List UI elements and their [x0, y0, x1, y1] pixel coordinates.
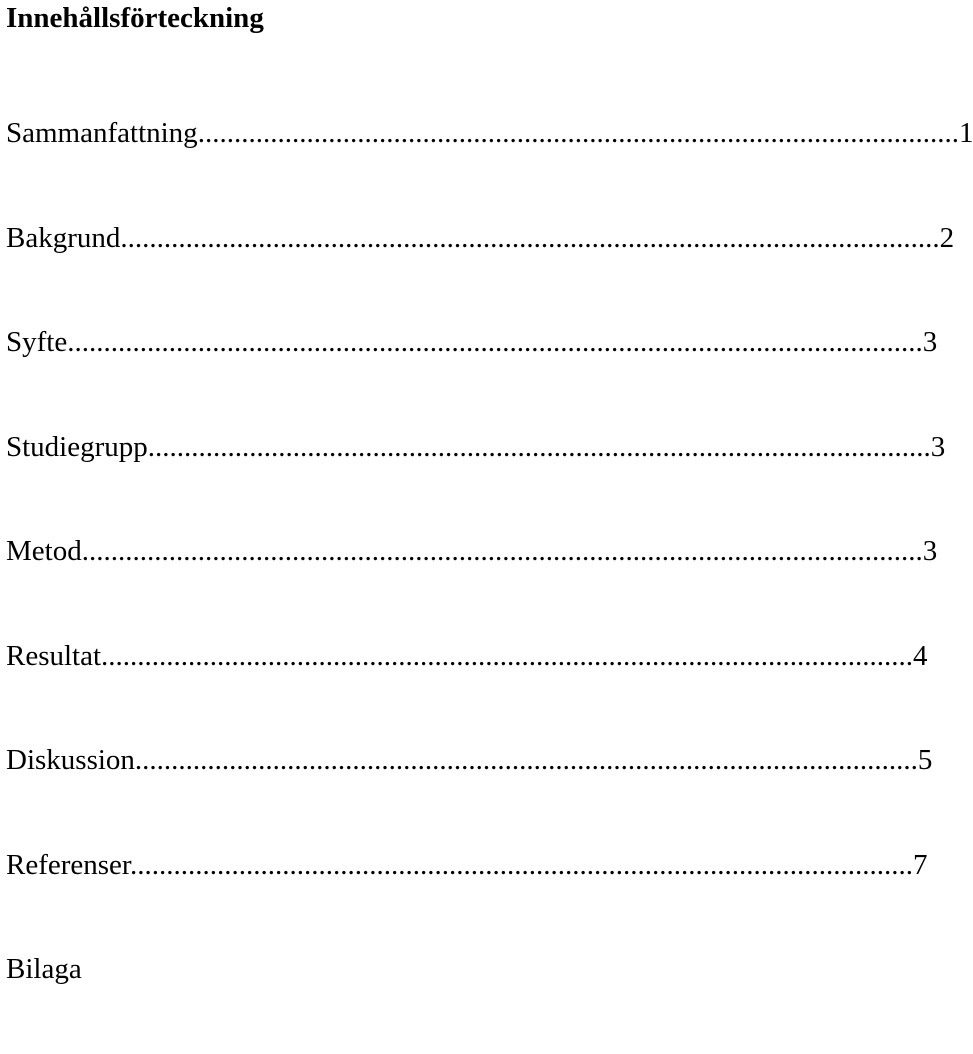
toc-leader-dots: .........................................................................................................: [197, 117, 959, 149]
toc-entry-bilaga[interactable]: [6, 949, 956, 1054]
toc-entry-bakgrund[interactable]: [6, 218, 956, 323]
toc-entry-diskussion[interactable]: [6, 740, 956, 845]
toc-entry-resultat[interactable]: [6, 636, 956, 741]
toc-leader-dots: ................................................................................................................: [101, 639, 914, 672]
toc-entry-sammanfattning[interactable]: [6, 113, 973, 218]
toc-entry-studiegrupp[interactable]: [6, 427, 956, 532]
toc-leader-dots: ......................................................................................................................: [67, 326, 923, 358]
toc-page-number: 3: [922, 326, 938, 358]
toc-entry-label: Diskussion: [6, 744, 135, 776]
toc-entry-metod[interactable]: [6, 531, 956, 636]
toc-leader-dots: ............................................................................................................: [134, 744, 918, 776]
toc-entry-label: Bilaga: [6, 953, 82, 985]
toc-entry-syfte[interactable]: [6, 322, 956, 427]
toc-entry-label: Syfte: [6, 326, 68, 358]
toc-leader-dots: ............................................................................................................: [130, 848, 913, 881]
toc-page-number: 3: [922, 535, 938, 567]
toc-page-number: 5: [917, 744, 933, 776]
toc-entry-label: Referenser: [6, 848, 130, 881]
toc-page-number: 2: [939, 221, 955, 254]
toc-page-number: 3: [930, 430, 946, 463]
toc-page-number: 1: [958, 117, 973, 149]
toc-leader-dots: ............................................................................................................: [147, 430, 931, 463]
toc-title: Innehållsförteckning: [6, 2, 264, 34]
toc-entry-label: Bakgrund: [6, 221, 121, 254]
toc-leader-dots: ....................................................................................................................: [81, 535, 923, 567]
toc-entry-referenser[interactable]: [6, 845, 956, 950]
toc-page-number: 7: [913, 848, 928, 881]
toc-entry-label: Metod: [6, 535, 82, 567]
toc-entry-label: Studiegrupp: [6, 430, 148, 463]
toc-list: [6, 113, 973, 1054]
toc-leader-dots: .................................................................................................................: [120, 221, 940, 254]
toc-page-number: 4: [913, 639, 928, 672]
toc-entry-label: Sammanfattning: [6, 117, 198, 149]
toc-entry-label: Resultat: [6, 639, 102, 672]
